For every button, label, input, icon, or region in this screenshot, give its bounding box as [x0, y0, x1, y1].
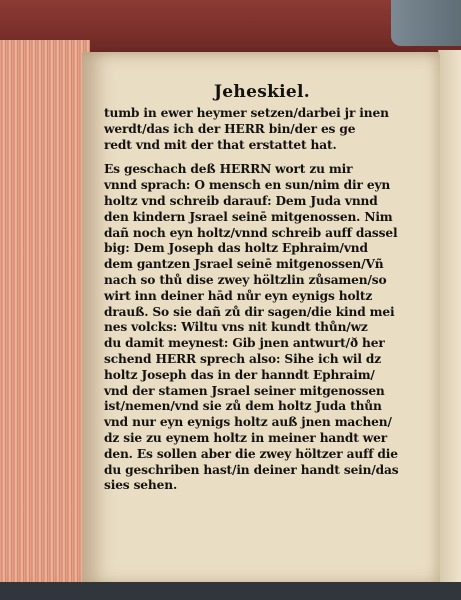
text-line: redt vnd mit der that erstattet hat. — [104, 137, 337, 152]
page-edges — [0, 40, 90, 600]
text-line: den kindern Jsrael seinē mitgenossen. Nim — [104, 209, 393, 224]
text-line: vnd nur eyn eynigs holtz auß jnen machen/ — [104, 415, 392, 430]
text-line: du geschriben hast/in deiner handt sein/das — [104, 462, 399, 477]
text-line: nes volcks: Wiltu vns nit kundt thůn/wz — [104, 320, 368, 335]
text-line: wirt inn deiner hād nůr eyn eynigs holtz — [104, 288, 373, 303]
text-line: dem gantzen Jsrael seinē mitgenossen/Vñ — [104, 257, 384, 272]
text-line: den. Es sollen aber die zwey höltzer auff die — [104, 446, 398, 461]
page-heading: Jeheskiel. — [213, 82, 311, 102]
text-line: tumb in ewer heymer setzen/darbei jr inen — [104, 106, 389, 120]
text-line: schend HERR sprech also: Sihe ich wil dz — [104, 351, 382, 366]
text-line: du damit meynest: Gib jnen antwurt/ð her — [104, 336, 385, 351]
table-surface — [0, 582, 461, 600]
paragraph-2 — [104, 162, 420, 494]
text-line: vnd der stamen Jsrael seiner mitgenossen — [104, 383, 385, 398]
paragraph-1 — [104, 106, 420, 153]
text-line: holtz vnd schreib darauf: Dem Juda vnnd — [104, 193, 378, 208]
text-line: vnnd sprach: O mensch en sun/nim dir eyn — [104, 178, 391, 193]
text-line: Es geschach deß HERRN wort zu mir — [104, 162, 353, 177]
text-line: holtz Joseph das in der hanndt Ephraim/ — [104, 367, 375, 382]
book-binding — [391, 0, 461, 46]
text-line: dañ noch eyn holtz/vnnd schreib auff dassel — [104, 225, 398, 240]
text-line: drauß. So sie dañ zů dir sagen/die kind mei — [104, 304, 395, 319]
text-line: sies sehen. — [104, 478, 178, 493]
facing-page-edge — [438, 50, 461, 590]
text-line: werdt/das ich der HERR bin/der es ge — [104, 121, 356, 136]
text-line: big: Dem Joseph das holtz Ephraim/vnd — [104, 241, 368, 256]
text-line: nach so thů dise zwey höltzlin zůsamen/so — [104, 272, 387, 287]
page-text — [104, 82, 420, 494]
text-line: dz sie zu eynem holtz in meiner handt wer — [104, 430, 388, 445]
text-line: ist/nemen/vnd sie zů dem holtz Juda thůn — [104, 399, 382, 414]
